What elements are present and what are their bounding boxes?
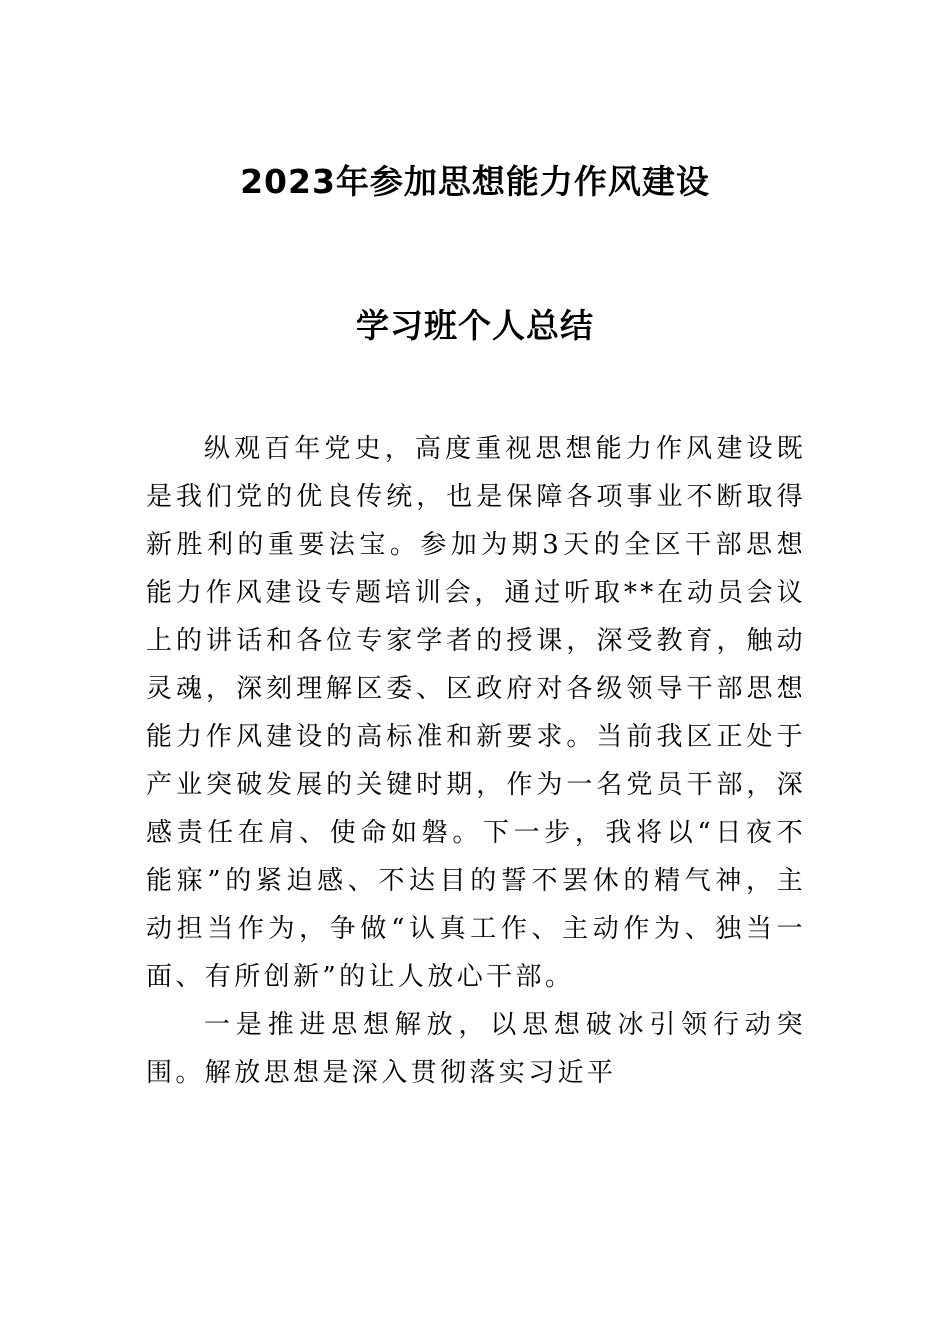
document-title-line-1: 2023年参加思想能力作风建设 — [240, 162, 710, 201]
document-title-line-2: 学习班个人总结 — [356, 306, 594, 345]
body-paragraph-2: 一是推进思想解放，以思想破冰引领行动突围。解放思想是深入贯彻落实习近平 — [146, 1010, 806, 1088]
body-paragraph-1: 纵观百年党史，高度重视思想能力作风建设既是我们党的优良传统，也是保障各项事业不断取得新胜利的重要法宝。参加为期3天的全区干部思想能力作风建设专题培训会，通过听取**在动员会议上的讲话和各位专家学者的授课，深受教育，触动灵魂，深刻理解区委、区政府对各级领导干部思想能力作风建设的高标准和新要求。当前我区正处于产业突破发展的关键时期，作为一名党员干部，深感责任在肩、使命如磐。下一步，我将以“日夜不能寐”的紧迫感、不达目的誓不罢休的精气神，主动担当作为，争做“认真工作、主动作为、独当一面、有所创新”的让人放心干部。 — [146, 434, 806, 992]
